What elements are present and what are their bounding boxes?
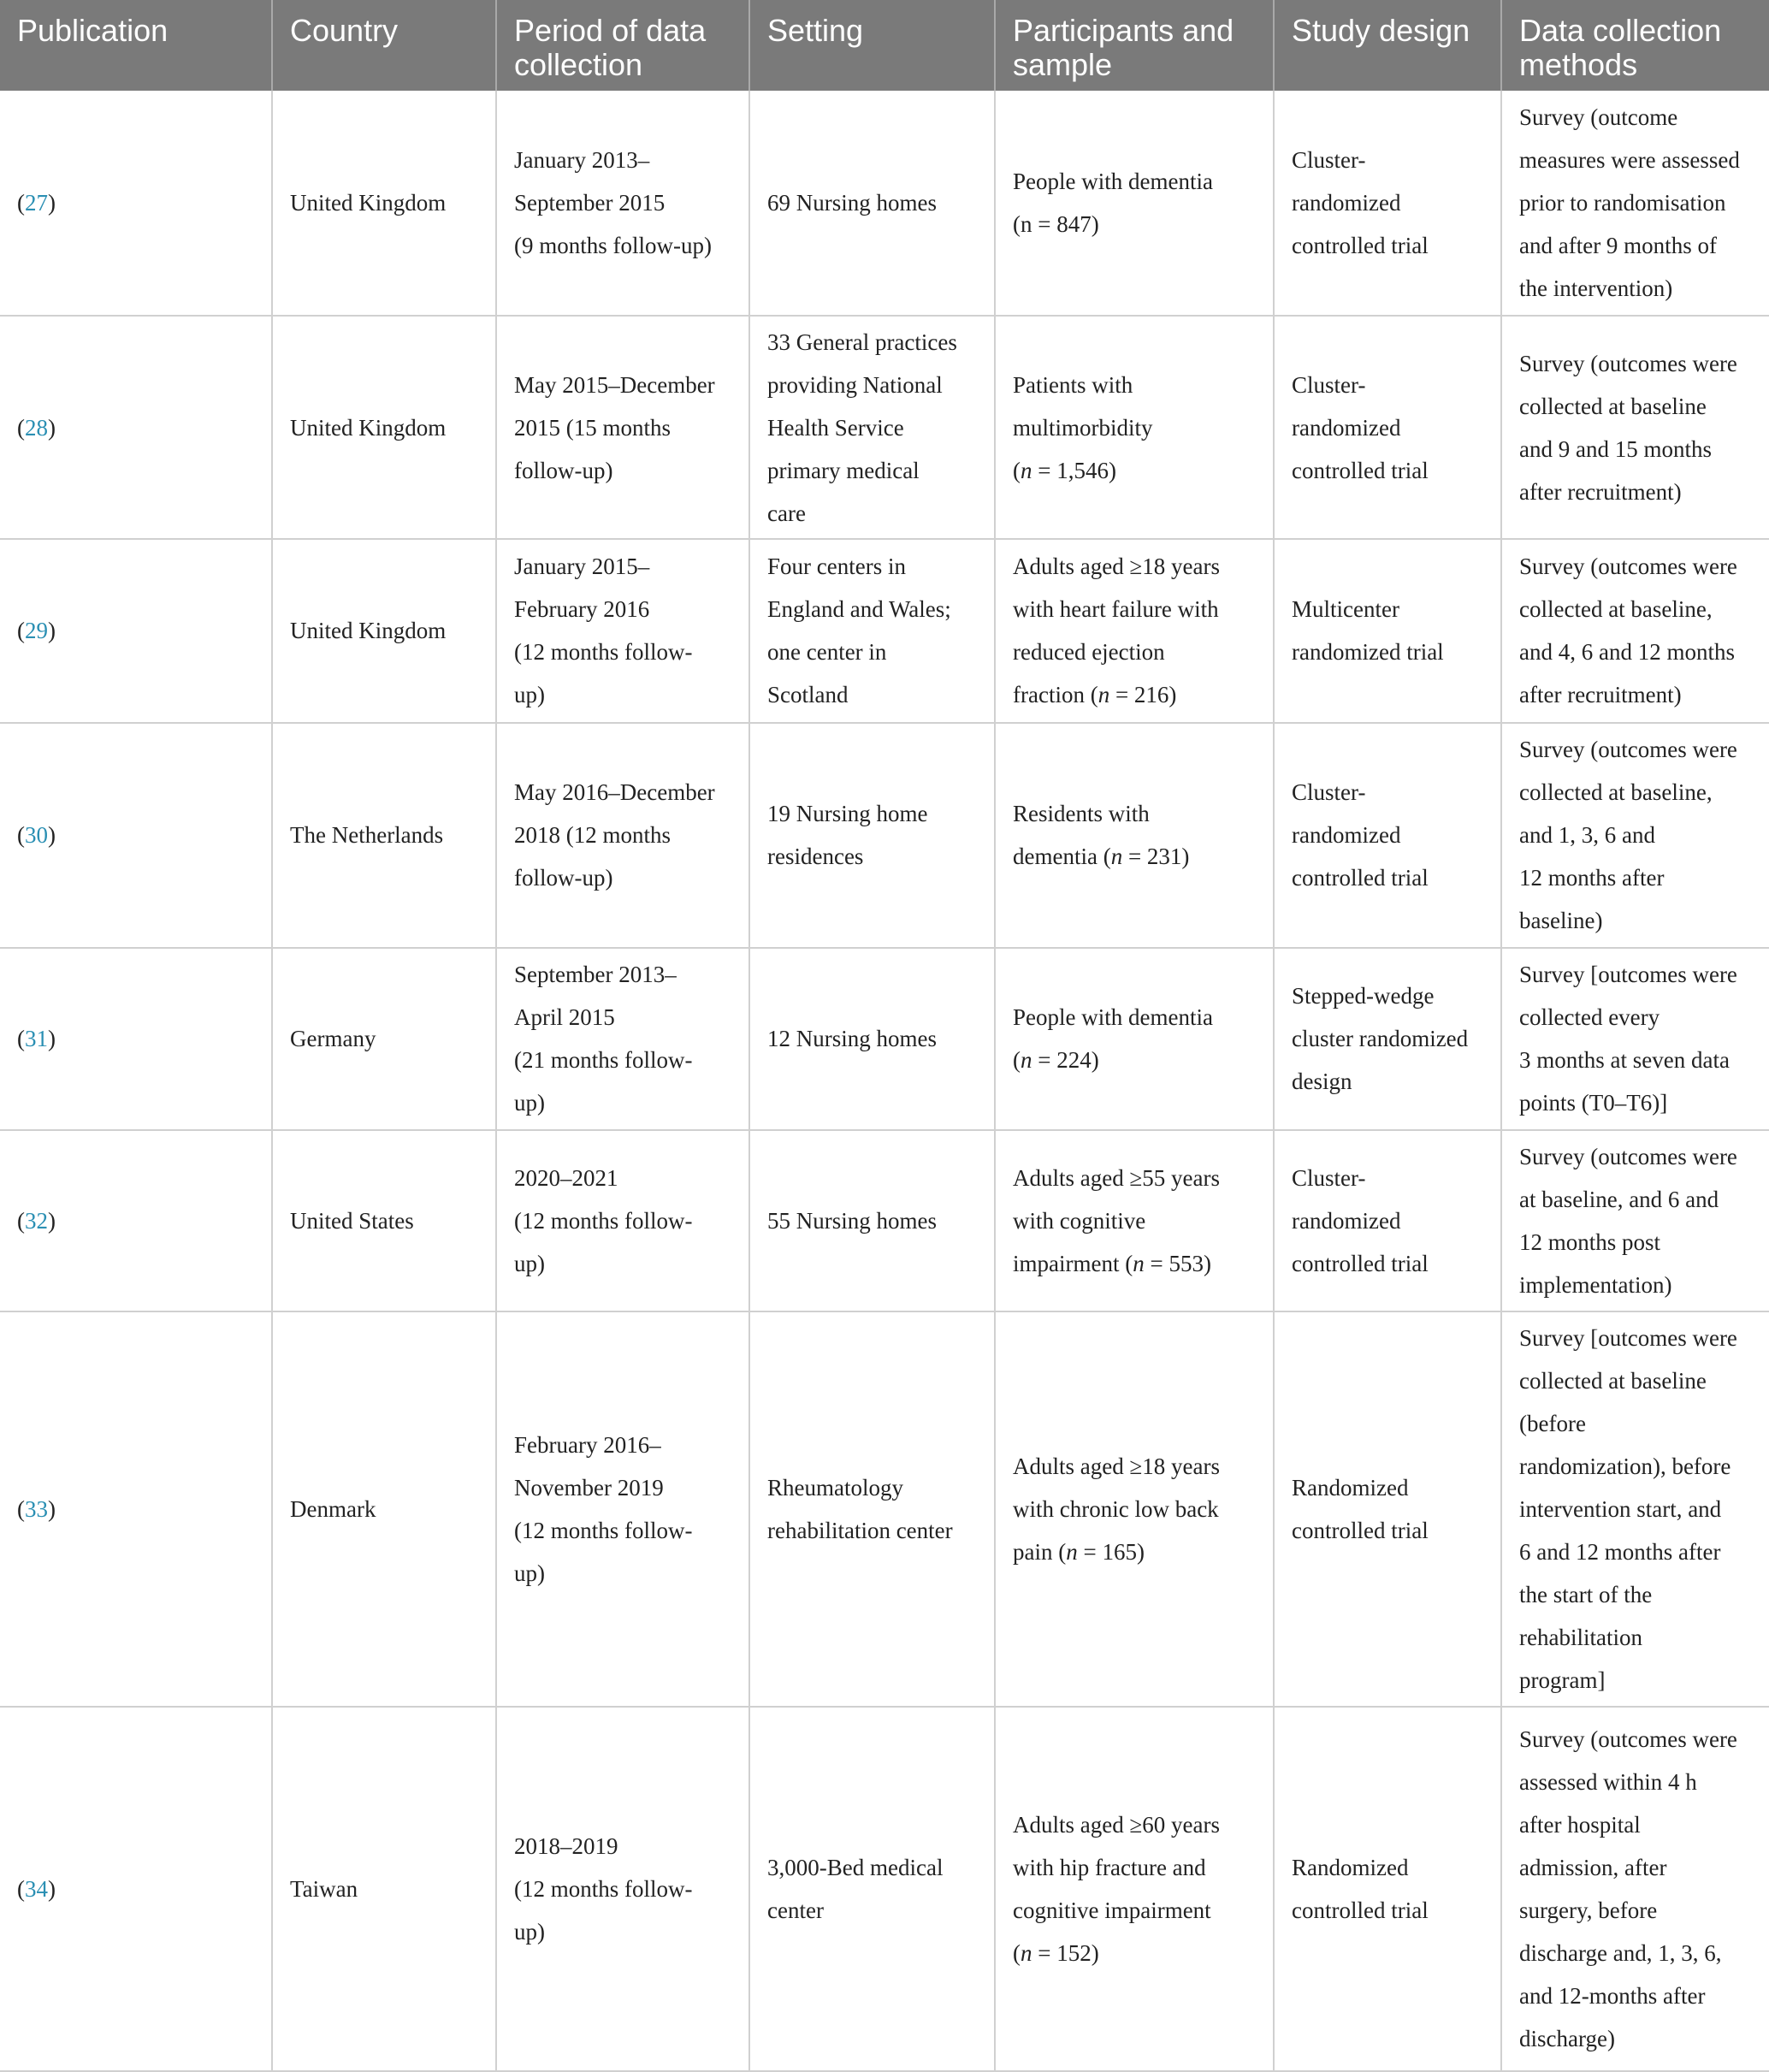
- cell-line: (n = 847): [1013, 211, 1099, 237]
- cell-publication: (34): [0, 1707, 272, 2071]
- reference-link[interactable]: 30: [25, 822, 48, 849]
- cell-line: (12 months follow-: [514, 1876, 693, 1903]
- cell-publication: (28): [0, 316, 272, 539]
- cell-line: collected at baseline,: [1519, 596, 1713, 623]
- cell-line: center: [767, 1897, 824, 1924]
- header-publication: Publication: [0, 0, 272, 91]
- header-setting: Setting: [749, 0, 995, 91]
- cell-participants: [995, 1311, 1274, 1707]
- cell-setting: [749, 316, 995, 539]
- cell-line: January 2015–: [514, 554, 650, 580]
- cell-line: with heart failure with: [1013, 596, 1219, 623]
- cell-line: up): [514, 1090, 545, 1116]
- cell-line: after hospital: [1519, 1812, 1641, 1838]
- cell-country: United Kingdom: [272, 91, 496, 316]
- cell-line: admission, after: [1519, 1855, 1667, 1881]
- cell-period: [496, 91, 749, 316]
- cell-line: the intervention): [1519, 275, 1673, 301]
- cell-publication: (31): [0, 948, 272, 1130]
- cell-publication: (30): [0, 723, 272, 948]
- cell-line: controlled trial: [1292, 457, 1429, 483]
- cell-setting: [749, 1311, 995, 1707]
- cell-period: [496, 1311, 749, 1707]
- table-row: [0, 91, 1769, 316]
- cell-setting: [749, 1130, 995, 1312]
- cell-line: intervention start, and: [1519, 1496, 1722, 1523]
- cell-line: cluster randomized: [1292, 1026, 1469, 1052]
- cell-country: Taiwan: [272, 1707, 496, 2071]
- cell-line: primary medical: [767, 457, 920, 483]
- cell-line: 12 months after: [1519, 865, 1665, 891]
- cell-line: after recruitment): [1519, 682, 1682, 708]
- cell-design: [1274, 1707, 1501, 2071]
- cell-line: Adults aged ≥60 years: [1013, 1812, 1221, 1838]
- cell-line: September 2015: [514, 190, 666, 216]
- reference-link[interactable]: 29: [25, 618, 48, 644]
- cell-line: 2015 (15 months: [514, 414, 672, 441]
- cell-line: February 2016: [514, 596, 650, 623]
- cell-line: multimorbidity: [1013, 414, 1153, 441]
- table-row: [0, 723, 1769, 948]
- cell-line: residences: [767, 844, 864, 870]
- reference-link[interactable]: 31: [25, 1026, 48, 1052]
- cell-participants: [995, 723, 1274, 948]
- header-methods: Data collection methods: [1501, 0, 1769, 91]
- cell-line: Multicenter: [1292, 596, 1399, 623]
- cell-line: with hip fracture and: [1013, 1855, 1206, 1881]
- cell-line: impairment (n = 553): [1013, 1251, 1211, 1277]
- cell-line: 33 General practices: [767, 329, 957, 355]
- cell-design: [1274, 539, 1501, 723]
- reference-link[interactable]: 28: [25, 414, 48, 441]
- cell-line: at baseline, and 6 and: [1519, 1187, 1719, 1213]
- cell-line: up): [514, 1251, 545, 1277]
- table-row: [0, 1130, 1769, 1312]
- table-row: [0, 1707, 1769, 2071]
- cell-line: collected at baseline: [1519, 393, 1707, 419]
- cell-period: [496, 1707, 749, 2071]
- cell-period: [496, 316, 749, 539]
- cell-line: September 2013–: [514, 962, 677, 988]
- table-row: [0, 539, 1769, 723]
- cell-line: dementia (n = 231): [1013, 844, 1190, 870]
- cell-line: February 2016–: [514, 1432, 661, 1459]
- cell-line: Stepped-wedge: [1292, 983, 1435, 1009]
- cell-methods: [1501, 91, 1769, 316]
- cell-line: the start of the: [1519, 1582, 1653, 1608]
- cell-line: randomization), before: [1519, 1453, 1731, 1480]
- cell-line: Adults aged ≥55 years: [1013, 1165, 1221, 1192]
- cell-line: 2018 (12 months: [514, 822, 672, 849]
- table-row: [0, 316, 1769, 539]
- cell-methods: [1501, 316, 1769, 539]
- table-row: [0, 1311, 1769, 1707]
- cell-line: implementation): [1519, 1272, 1672, 1299]
- cell-line: care: [767, 500, 806, 526]
- cell-line: Rheumatology: [767, 1475, 903, 1501]
- header-country: Country: [272, 0, 496, 91]
- cell-period: [496, 723, 749, 948]
- cell-publication: (29): [0, 539, 272, 723]
- reference-link[interactable]: 34: [25, 1876, 48, 1903]
- cell-period: [496, 539, 749, 723]
- table-body: [0, 91, 1769, 2071]
- cell-participants: [995, 1707, 1274, 2071]
- cell-line: (12 months follow-: [514, 1208, 693, 1234]
- cell-line: Patients with: [1013, 371, 1133, 398]
- cell-line: controlled trial: [1292, 1518, 1429, 1544]
- cell-line: program]: [1519, 1667, 1606, 1694]
- cell-line: 55 Nursing homes: [767, 1208, 937, 1234]
- header-row: [0, 0, 1769, 91]
- cell-line: and 9 and 15 months: [1519, 435, 1712, 462]
- cell-participants: [995, 948, 1274, 1130]
- cell-line: and 1, 3, 6 and: [1519, 822, 1655, 849]
- reference-link[interactable]: 33: [25, 1496, 48, 1523]
- cell-line: 69 Nursing homes: [767, 190, 937, 216]
- header-participants: Participants and sample: [995, 0, 1274, 91]
- reference-link[interactable]: 27: [25, 190, 48, 216]
- cell-line: randomized: [1292, 190, 1401, 216]
- cell-setting: [749, 91, 995, 316]
- cell-line: Health Service: [767, 414, 904, 441]
- cell-line: randomized: [1292, 822, 1401, 849]
- cell-line: design: [1292, 1069, 1352, 1095]
- cell-line: Cluster-: [1292, 779, 1366, 806]
- cell-line: May 2016–December: [514, 779, 715, 806]
- cell-participants: [995, 539, 1274, 723]
- cell-country: The Netherlands: [272, 723, 496, 948]
- cell-line: collected at baseline,: [1519, 779, 1713, 806]
- cell-period: [496, 1130, 749, 1312]
- cell-design: [1274, 1311, 1501, 1707]
- cell-line: randomized: [1292, 414, 1401, 441]
- cell-line: April 2015: [514, 1004, 615, 1031]
- cell-design: [1274, 948, 1501, 1130]
- cell-line: measures were assessed: [1519, 147, 1740, 173]
- cell-line: pain (n = 165): [1013, 1539, 1145, 1566]
- cell-line: one center in: [767, 639, 887, 666]
- cell-line: Cluster-: [1292, 147, 1366, 173]
- cell-line: (21 months follow-: [514, 1047, 693, 1074]
- cell-line: January 2013–: [514, 147, 650, 173]
- cell-setting: [749, 1707, 995, 2071]
- cell-methods: [1501, 948, 1769, 1130]
- cell-publication: (32): [0, 1130, 272, 1312]
- cell-line: controlled trial: [1292, 233, 1429, 258]
- cell-line: assessed within 4 h: [1519, 1769, 1697, 1796]
- cell-line: Survey [outcomes were: [1519, 1325, 1737, 1352]
- cell-methods: [1501, 1311, 1769, 1707]
- cell-line: (9 months follow-up): [514, 233, 712, 258]
- cell-country: Denmark: [272, 1311, 496, 1707]
- cell-line: 12 months post: [1519, 1229, 1661, 1256]
- header-design: Study design: [1274, 0, 1501, 91]
- cell-methods: [1501, 723, 1769, 948]
- cell-line: 3 months at seven data: [1519, 1047, 1730, 1074]
- cell-line: 6 and 12 months after: [1519, 1539, 1721, 1566]
- cell-line: rehabilitation: [1519, 1625, 1642, 1651]
- cell-line: Adults aged ≥18 years: [1013, 1453, 1221, 1480]
- cell-participants: [995, 1130, 1274, 1312]
- cell-setting: [749, 948, 995, 1130]
- cell-line: and after 9 months of: [1519, 233, 1717, 258]
- cell-line: Survey (outcomes were: [1519, 350, 1737, 376]
- cell-line: (n = 1,546): [1013, 457, 1116, 483]
- cell-line: prior to randomisation: [1519, 190, 1726, 216]
- cell-line: collected every: [1519, 1004, 1660, 1031]
- cell-line: 3,000-Bed medical: [767, 1855, 944, 1881]
- cell-line: (before: [1519, 1411, 1586, 1437]
- table-row: [0, 948, 1769, 1130]
- cell-line: England and Wales;: [767, 596, 951, 623]
- cell-line: Survey (outcomes were: [1519, 554, 1737, 580]
- cell-line: (n = 224): [1013, 1047, 1099, 1074]
- cell-line: and 4, 6 and 12 months: [1519, 639, 1735, 666]
- cell-line: controlled trial: [1292, 1251, 1429, 1277]
- cell-country: Germany: [272, 948, 496, 1130]
- cell-line: Survey (outcomes were: [1519, 1726, 1737, 1753]
- cell-line: randomized: [1292, 1208, 1401, 1234]
- cell-line: 12 Nursing homes: [767, 1026, 937, 1052]
- cell-line: Survey [outcomes were: [1519, 962, 1737, 988]
- cell-setting: [749, 723, 995, 948]
- cell-line: Randomized: [1292, 1475, 1409, 1501]
- cell-line: with cognitive: [1013, 1208, 1146, 1234]
- cell-line: after recruitment): [1519, 478, 1682, 505]
- cell-line: baseline): [1519, 908, 1603, 934]
- cell-line: up): [514, 1560, 545, 1587]
- cell-country: United Kingdom: [272, 316, 496, 539]
- cell-line: 2020–2021: [514, 1165, 618, 1192]
- cell-methods: [1501, 1707, 1769, 2071]
- cell-line: reduced ejection: [1013, 639, 1165, 666]
- cell-line: with chronic low back: [1013, 1496, 1219, 1523]
- cell-line: rehabilitation center: [767, 1518, 953, 1544]
- cell-line: Four centers in: [767, 554, 906, 580]
- header-period: Period of data collection: [496, 0, 749, 91]
- cell-country: United States: [272, 1130, 496, 1312]
- cell-line: (12 months follow-: [514, 1518, 693, 1544]
- cell-design: [1274, 316, 1501, 539]
- cell-publication: (27): [0, 91, 272, 316]
- cell-line: Cluster-: [1292, 371, 1366, 398]
- cell-line: points (T0–T6)]: [1519, 1090, 1668, 1116]
- cell-line: follow-up): [514, 457, 613, 483]
- cell-line: fraction (n = 216): [1013, 682, 1177, 708]
- cell-line: surgery, before: [1519, 1897, 1658, 1924]
- cell-line: up): [514, 1919, 545, 1945]
- cell-design: [1274, 723, 1501, 948]
- cell-line: and 12-months after: [1519, 1983, 1706, 2010]
- cell-line: controlled trial: [1292, 865, 1429, 891]
- cell-line: Residents with: [1013, 801, 1150, 827]
- cell-line: controlled trial: [1292, 1897, 1429, 1924]
- cell-line: November 2019: [514, 1475, 664, 1501]
- cell-line: providing National: [767, 371, 943, 398]
- cell-methods: [1501, 539, 1769, 723]
- cell-line: discharge and, 1, 3, 6,: [1519, 1940, 1722, 1967]
- cell-line: People with dementia: [1013, 1004, 1213, 1031]
- cell-publication: (33): [0, 1311, 272, 1707]
- cell-line: up): [514, 682, 545, 708]
- cell-line: cognitive impairment: [1013, 1897, 1211, 1924]
- cell-country: United Kingdom: [272, 539, 496, 723]
- cell-line: Survey (outcomes were: [1519, 737, 1737, 763]
- cell-line: (n = 152): [1013, 1940, 1099, 1967]
- reference-link[interactable]: 32: [25, 1208, 48, 1234]
- cell-line: Survey (outcome: [1519, 104, 1678, 130]
- cell-design: [1274, 1130, 1501, 1312]
- cell-design: [1274, 91, 1501, 316]
- cell-line: 19 Nursing home: [767, 801, 928, 827]
- cell-line: 2018–2019: [514, 1833, 618, 1860]
- cell-line: Survey (outcomes were: [1519, 1144, 1737, 1170]
- cell-line: discharge): [1519, 2026, 1615, 2052]
- cell-setting: [749, 539, 995, 723]
- cell-line: Adults aged ≥18 years: [1013, 554, 1221, 580]
- cell-line: collected at baseline: [1519, 1368, 1707, 1394]
- cell-methods: [1501, 1130, 1769, 1312]
- cell-line: May 2015–December: [514, 371, 715, 398]
- cell-participants: [995, 316, 1274, 539]
- cell-line: Scotland: [767, 682, 849, 708]
- cell-line: randomized trial: [1292, 639, 1444, 666]
- cell-period: [496, 948, 749, 1130]
- cell-line: People with dementia: [1013, 169, 1213, 194]
- cell-line: Cluster-: [1292, 1165, 1366, 1192]
- cell-line: Randomized: [1292, 1855, 1409, 1881]
- cell-line: (12 months follow-: [514, 639, 693, 666]
- cell-participants: [995, 91, 1274, 316]
- cell-line: follow-up): [514, 865, 613, 891]
